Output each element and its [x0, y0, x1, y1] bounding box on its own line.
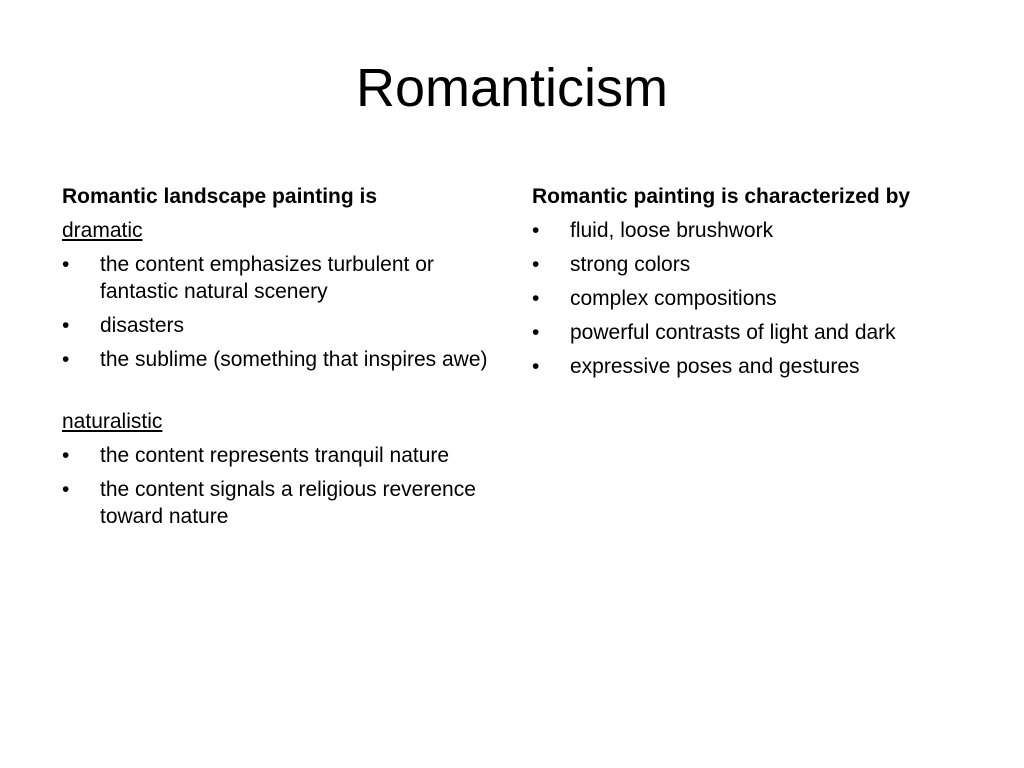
left-column: [62, 183, 492, 537]
bullet-icon: •: [62, 348, 70, 371]
subhead-dramatic: dramatic: [62, 219, 143, 242]
list-item-text: disasters: [100, 314, 185, 337]
bullet-icon: •: [532, 287, 540, 310]
list-item-text: strong colors: [570, 253, 691, 276]
bullet-icon: •: [532, 253, 540, 276]
slide-title: Romanticism: [355, 58, 669, 118]
bullet-icon: •: [532, 355, 540, 378]
list-item: [62, 312, 492, 339]
left-column-heading: Romantic landscape painting is: [62, 185, 378, 208]
bullet-icon: •: [62, 478, 70, 501]
list-item-text: the content signals a religious reverence toward nature: [100, 478, 476, 528]
list-item-text: complex compositions: [570, 287, 777, 310]
bullet-icon: •: [532, 321, 540, 344]
list-item: [532, 251, 982, 278]
list-item: [62, 476, 492, 530]
list-item: [62, 442, 492, 469]
list-item-text: fluid, loose brushwork: [570, 219, 774, 242]
dramatic-bullet-list: [62, 251, 492, 373]
characteristics-bullet-list: [532, 217, 982, 380]
subhead-naturalistic: naturalistic: [62, 410, 163, 433]
list-item-text: expressive poses and gestures: [570, 355, 860, 378]
bullet-icon: •: [62, 444, 70, 467]
bullet-icon: •: [532, 219, 540, 242]
list-item: [532, 353, 982, 380]
naturalistic-bullet-list: [62, 442, 492, 530]
list-item: [532, 217, 982, 244]
list-item-text: the sublime (something that inspires awe): [100, 348, 488, 371]
right-column-heading: Romantic painting is characterized by: [532, 185, 911, 208]
list-item-text: the content represents tranquil nature: [100, 444, 450, 467]
bullet-icon: •: [62, 314, 70, 337]
list-item: [62, 346, 492, 373]
list-item: [532, 285, 982, 312]
list-item: [62, 251, 492, 305]
list-item-text: powerful contrasts of light and dark: [570, 321, 896, 344]
right-column: [532, 183, 982, 387]
list-item-text: the content emphasizes turbulent or fantastic natural scenery: [100, 253, 434, 303]
list-item: [532, 319, 982, 346]
bullet-icon: •: [62, 253, 70, 276]
